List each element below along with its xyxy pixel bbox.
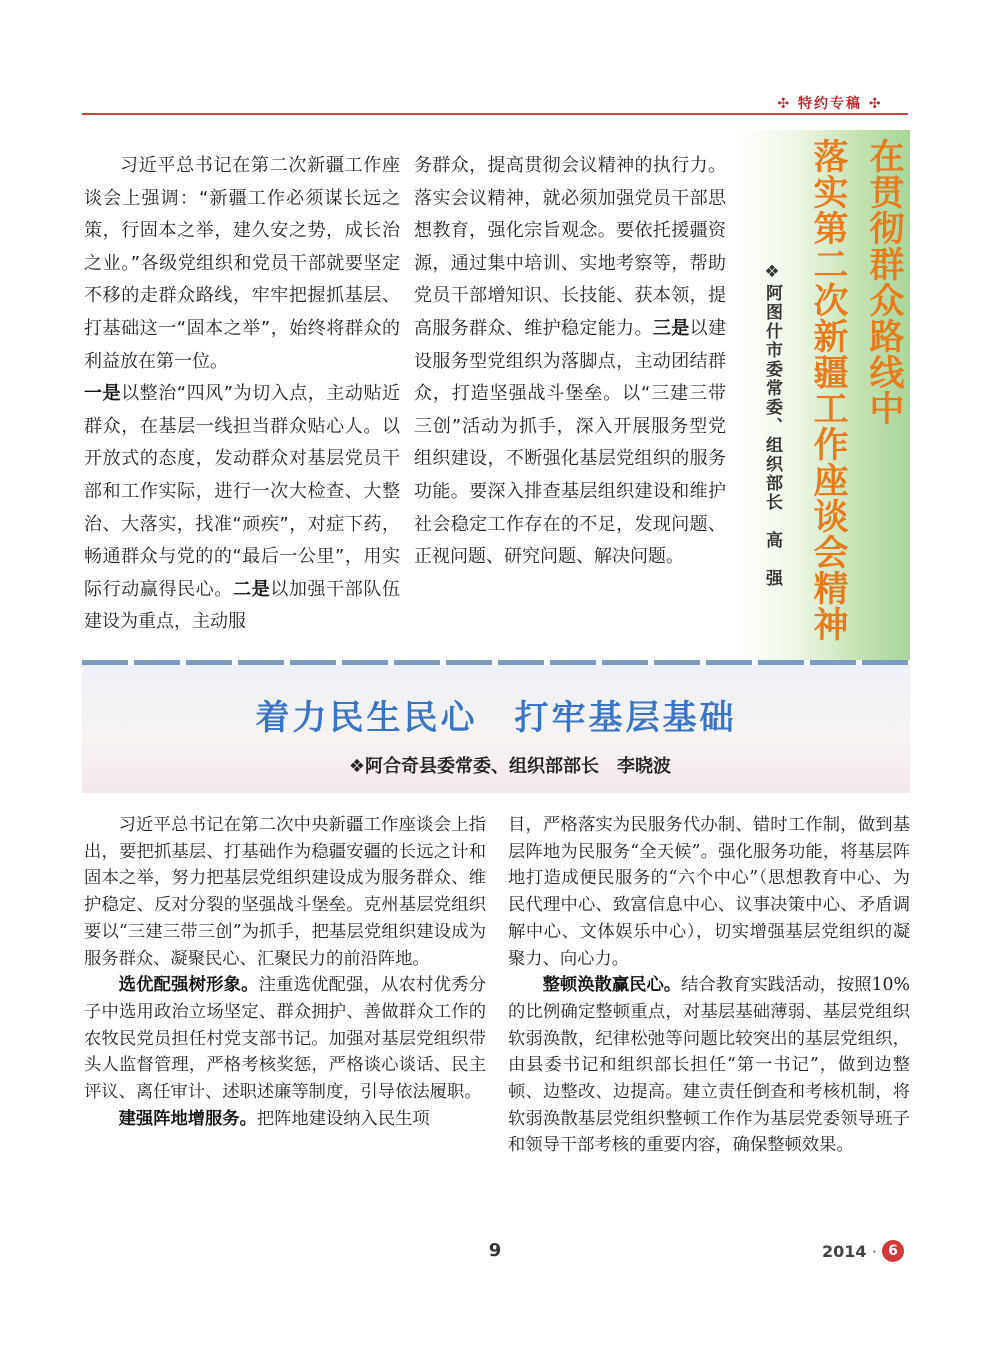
article1-title-line1: 在贯彻群众路线中 — [864, 138, 904, 426]
issue-separator: · — [872, 1243, 877, 1261]
article1-author: ❖阿图什市委常委、组织部长 高 强 — [762, 262, 782, 588]
article1-column-right — [414, 150, 726, 574]
paragraph-text: 务群众，提高贯彻会议精神的执行力。落实会议精神，就必须加强党员干部思想教育，强化宗旨观念。要依托援疆资源，通过集中培训、实地考察等，帮助党员干部增知识、长技能、获本领，提高服务群众、维护稳定能力。 — [414, 155, 726, 339]
lead-phrase: 选优配强树形象。 — [118, 975, 259, 996]
article1-column-left — [84, 150, 400, 639]
paragraph-text: 以建设服务型党组织为落脚点，主动团结群众，打造坚强战斗堡垒。以“三建三带三创”活动为抓手，深入开展服务型党组织建设，不断强化基层党组织的服务功能。要深入排查基层组织建设和维护社会稳定工作存在的不足，发现问题、正视问题、研究问题、解决问题。 — [414, 317, 726, 568]
paragraph-text: 结合教育实践活动，按照10%的比例确定整顿重点，对基层基础薄弱、基层党组织软弱涣散，纪律松弛等问题比较突出的基层党组织，由县委书记和组织部长担任“第一书记”，做到边整顿、边整改、边提高。建立责任倒查和考核机制，将软弱涣散基层党组织整顿工作作为基层党委领导班子和领导干部考核的重要内容，确保整顿效果。 — [508, 975, 910, 1156]
issue-number-badge: 6 — [882, 1240, 904, 1262]
header-rule — [82, 113, 908, 115]
article2-paragraph — [84, 1106, 486, 1133]
article1-paragraph: 习近平总书记在第二次新疆工作座谈会上强调：“新疆工作必须谋长远之策，行固本之举，建久安之势，成长治之业。”各级党组织和党员干部就要坚定不移的走群众路线，牢牢把握抓基层、打基础这一“固本之举”，始终将群众的利益放在第一位。 — [84, 155, 400, 372]
lead-phrase: 三是 — [652, 317, 690, 339]
article2-paragraph — [508, 972, 910, 1159]
paragraph-text: 把阵地建设纳入民生项 — [256, 1108, 430, 1129]
article1-paragraph — [414, 150, 726, 574]
lead-phrase: 整顿涣散赢民心。 — [542, 975, 682, 996]
article2-paragraph: 目，严格落实为民服务代办制、错时工作制，做到基层阵地为民服务“全天候”。强化服务功能，将基层阵地打造成便民服务的“六个中心”（思想教育中心、为民代理中心、致富信息中心、议事决策中心、矛盾调解中心、文体娱乐中心），切实增强基层党组织的凝聚力、向心力。 — [508, 815, 910, 969]
paragraph-text: 注重选优配强，从农村优秀分子中选用政治立场坚定、群众拥护、善做群众工作的农牧民党员担任村党支部书记。加强对基层党组织带头人监督管理，严格考核奖惩，严格谈心谈话、民主评议、离任审计、述职述廉等制度，引导依法履职。 — [84, 975, 486, 1103]
article2-column-right — [508, 812, 910, 1159]
article1-title-line2: 落实第二次新疆工作座谈会精神 — [808, 138, 848, 642]
paragraph-text: 以加强干部队伍建设为重点，主动服 — [84, 578, 400, 633]
article2-paragraph — [84, 972, 486, 1106]
section-tag: ✣ 特约专稿 ✣ — [777, 96, 883, 112]
lead-phrase: 一是 — [84, 383, 122, 405]
issue-year: 2014 — [822, 1242, 867, 1261]
lead-phrase: 二是 — [233, 578, 271, 600]
article2-author: ❖阿合奇县委常委、组织部部长 李晓波 — [348, 756, 672, 777]
article2-paragraph: 习近平总书记在第二次中央新疆工作座谈会上指出，要把抓基层、打基础作为稳疆安疆的长远之计和固本之举，努力把基层党组织建设成为服务群众、维护稳定、反对分裂的坚强战斗堡垒。克州基层党组织要以“三建三带三创”为抓手，把基层党组织建设成为服务群众、凝聚民心、汇聚民力的前沿阵地。 — [84, 815, 486, 969]
article2-column-left — [84, 812, 486, 1132]
lead-phrase: 建强阵地增服务。 — [118, 1108, 257, 1129]
article2-title: 着力民生民心 打牢基层基础 — [255, 698, 737, 738]
page-number: 9 — [488, 1240, 502, 1261]
paragraph-text: 以整治“四风”为切入点，主动贴近群众，在基层一线担当群众贴心人。以开放式的态度，发动群众对基层党员干部和工作实际，进行一次大检查、大整治、大落实，找准“顽疾”，对症下药，畅通群众与党的的“最后一公里”，用实际行动赢得民心。 — [84, 383, 401, 600]
article1-paragraph — [84, 378, 400, 639]
